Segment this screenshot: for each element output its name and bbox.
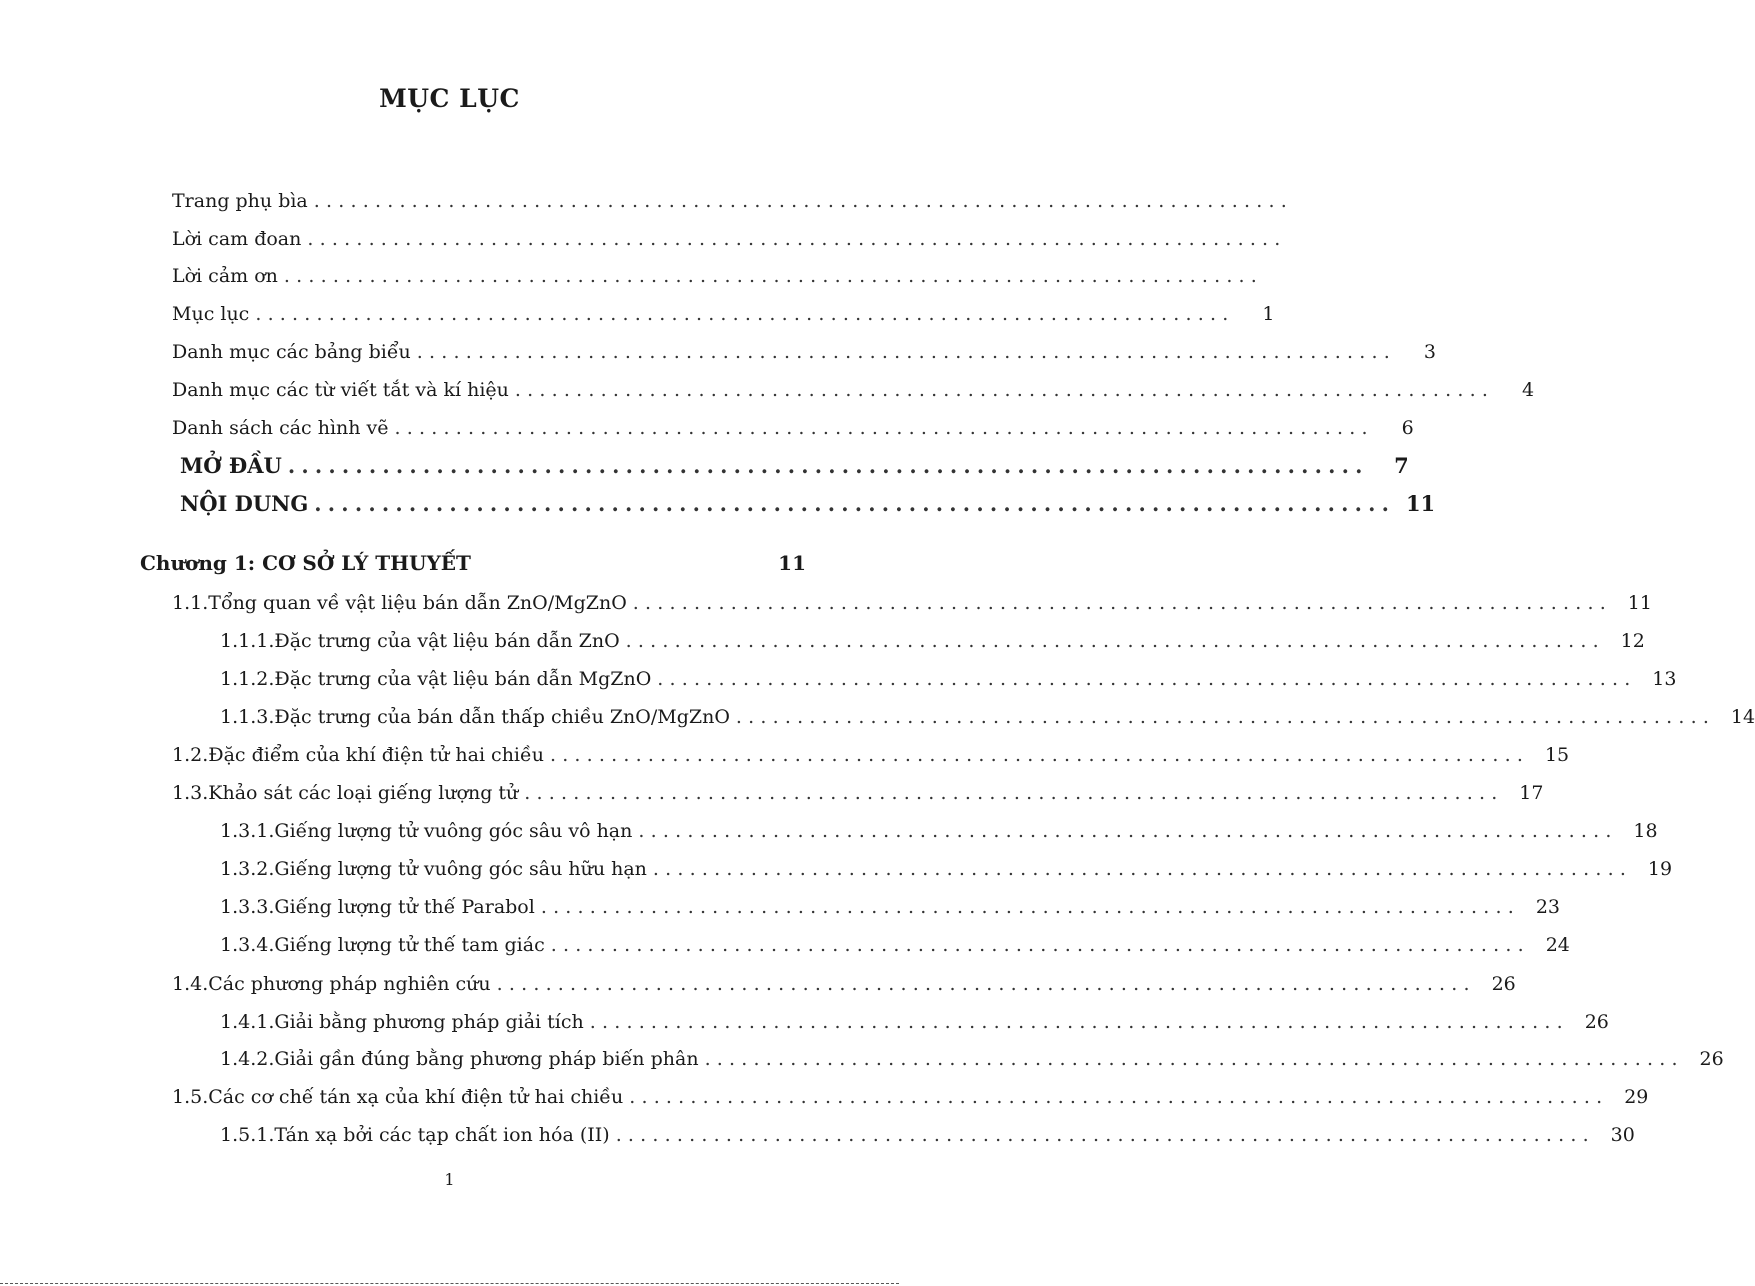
toc-entry-label: Lời cam đoan bbox=[172, 228, 302, 250]
toc-entry-label: Giải bằng phương pháp giải tích bbox=[274, 1011, 584, 1033]
toc-page-number: 11 bbox=[778, 551, 806, 575]
toc-row bbox=[172, 588, 1652, 618]
toc-entry-label: Chương 1: CƠ SỞ LÝ THUYẾT bbox=[140, 551, 471, 575]
toc-entry-label: Tán xạ bởi các tạp chất ion hóa (II) bbox=[274, 1124, 610, 1146]
toc-page-number: 11 bbox=[1405, 491, 1436, 516]
toc-page-number: 24 bbox=[1545, 934, 1570, 956]
toc-leader-dots: ................................................................................ bbox=[394, 417, 1374, 439]
toc-leader-dots: ................................................................................ bbox=[629, 1086, 1609, 1108]
toc-row bbox=[172, 413, 1414, 443]
toc-leader-dots: ................................................................................ bbox=[314, 491, 1396, 516]
toc-page-number: 29 bbox=[1624, 1086, 1649, 1108]
toc-section-number: 1.1.3. bbox=[220, 706, 275, 728]
toc-entry-label: Đặc trưng của vật liệu bán dẫn ZnO bbox=[274, 630, 620, 652]
toc-row bbox=[172, 261, 1264, 291]
toc-section-number: 1.3.2. bbox=[220, 858, 275, 880]
toc-leader-dots: ................................................................................ bbox=[550, 934, 1530, 956]
toc-leader-dots: ................................................................................ bbox=[283, 265, 1264, 287]
toc-row bbox=[220, 930, 1570, 960]
toc-leader-dots: ................................................................................ bbox=[735, 706, 1716, 728]
toc-section-number: 1.2. bbox=[172, 744, 209, 766]
toc-row bbox=[220, 702, 1755, 732]
toc-row bbox=[220, 626, 1645, 656]
toc-leader-dots: ................................................................................ bbox=[652, 858, 1633, 880]
toc-section-number: 1.3. bbox=[172, 782, 209, 804]
toc-page-number: 6 bbox=[1401, 417, 1414, 439]
toc-section-number: 1.1.1. bbox=[220, 630, 275, 652]
toc-section-number: 1.3.4. bbox=[220, 934, 275, 956]
toc-page-number: 26 bbox=[1584, 1011, 1609, 1033]
toc-row bbox=[172, 778, 1544, 808]
toc-entry-label: Đặc trưng của bán dẫn thấp chiều ZnO/MgZnO bbox=[274, 706, 730, 728]
toc-row bbox=[220, 664, 1677, 694]
toc-row bbox=[172, 299, 1275, 329]
toc-row bbox=[220, 816, 1658, 846]
toc-leader-dots: ................................................................................ bbox=[255, 303, 1235, 325]
toc-entry-label: NỘI DUNG bbox=[180, 491, 309, 516]
toc-entry-label: Giếng lượng tử thế tam giác bbox=[274, 934, 545, 956]
toc-entry-label: Giếng lượng tử vuông góc sâu vô hạn bbox=[274, 820, 633, 842]
toc-entry-label: Khảo sát các loại giếng lượng tử bbox=[208, 782, 519, 804]
toc-entry-label: Giếng lượng tử vuông góc sâu hữu hạn bbox=[274, 858, 647, 880]
toc-page-number: 30 bbox=[1610, 1124, 1635, 1146]
toc-entry-label: Danh mục các bảng biểu bbox=[172, 341, 411, 363]
toc-entry-label: Trang phụ bìa bbox=[172, 190, 308, 212]
toc-leader-dots: ................................................................................ bbox=[589, 1011, 1569, 1033]
toc-section-number: 1.4. bbox=[172, 973, 209, 995]
toc-entry-label: Mục lục bbox=[172, 303, 250, 325]
toc-page-number: 26 bbox=[1699, 1048, 1724, 1070]
toc-row bbox=[172, 375, 1535, 405]
toc-row bbox=[220, 1044, 1724, 1074]
toc-leader-dots: ................................................................................ bbox=[313, 190, 1293, 212]
toc-page-number: 18 bbox=[1633, 820, 1658, 842]
toc-section-number: 1.4.1. bbox=[220, 1011, 275, 1033]
toc-section-number: 1.5. bbox=[172, 1086, 209, 1108]
toc-entry-label: Giếng lượng tử thế Parabol bbox=[274, 896, 535, 918]
toc-section-number: 1.3.3. bbox=[220, 896, 275, 918]
toc-page-number: 1 bbox=[1262, 303, 1275, 325]
toc-page-number: 15 bbox=[1544, 744, 1570, 766]
toc-page-number: 17 bbox=[1519, 782, 1544, 804]
toc-entry-label: MỞ ĐẦU bbox=[180, 453, 282, 478]
toc-section-number: 1.1.2. bbox=[220, 668, 275, 690]
toc-page-number: 3 bbox=[1423, 341, 1436, 363]
toc-entry-label: Tổng quan về vật liệu bán dẫn ZnO/MgZnO bbox=[208, 592, 627, 614]
toc-page-number: 12 bbox=[1620, 630, 1645, 652]
toc-entry-label: Đặc trưng của vật liệu bán dẫn MgZnO bbox=[274, 668, 652, 690]
toc-entry-label: Danh sách các hình vẽ bbox=[172, 417, 389, 439]
toc-chapter-row bbox=[140, 548, 806, 578]
toc-row bbox=[220, 1120, 1635, 1150]
toc-page-number: 23 bbox=[1535, 896, 1560, 918]
toc-leader-dots: ................................................................................ bbox=[638, 820, 1618, 842]
toc-row bbox=[220, 1007, 1609, 1037]
toc-row bbox=[220, 892, 1560, 922]
toc-row bbox=[172, 740, 1570, 770]
page-number: 1 bbox=[444, 1170, 455, 1189]
toc-leader-dots: ................................................................................ bbox=[657, 668, 1637, 690]
toc-row bbox=[180, 489, 1436, 519]
toc-entry-label: Giải gần đúng bằng phương pháp biến phân bbox=[274, 1048, 699, 1070]
toc-entry-label: Các phương pháp nghiên cứu bbox=[208, 973, 491, 995]
toc-leader-dots: ................................................................................ bbox=[416, 341, 1396, 363]
toc-row bbox=[172, 969, 1516, 999]
toc-row bbox=[220, 854, 1673, 884]
toc-entry-label: Lời cảm ơn bbox=[172, 265, 278, 287]
toc-section-number: 1.1. bbox=[172, 592, 209, 614]
toc-leader-dots: ................................................................................ bbox=[632, 592, 1612, 614]
toc-entry-label: Các cơ chế tán xạ của khí điện tử hai chiều bbox=[208, 1086, 624, 1108]
toc-page-number: 19 bbox=[1647, 858, 1673, 880]
toc-page-number: 7 bbox=[1394, 453, 1409, 478]
toc-row bbox=[172, 337, 1436, 367]
toc-page-number: 11 bbox=[1627, 592, 1652, 614]
page-title: MỤC LỤC bbox=[379, 84, 520, 113]
toc-row bbox=[172, 224, 1287, 254]
toc-entry-label: Danh mục các từ viết tắt và kí hiệu bbox=[172, 379, 509, 401]
toc-section-number: 1.5.1. bbox=[220, 1124, 275, 1146]
toc-leader-dots: ................................................................................ bbox=[514, 379, 1495, 401]
toc-leader-dots: ................................................................................ bbox=[540, 896, 1520, 918]
toc-row bbox=[172, 1082, 1649, 1112]
toc-row bbox=[172, 186, 1293, 216]
toc-page-number: 13 bbox=[1652, 668, 1677, 690]
toc-page-number: 4 bbox=[1522, 379, 1535, 401]
toc-leader-dots: ................................................................................ bbox=[287, 453, 1369, 478]
toc-leader-dots: ................................................................................ bbox=[625, 630, 1605, 652]
toc-entry-label: Đặc điểm của khí điện tử hai chiều bbox=[208, 744, 544, 766]
toc-section-number: 1.3.1. bbox=[220, 820, 275, 842]
toc-leader-dots: ................................................................................ bbox=[524, 782, 1504, 804]
toc-leader-dots: ................................................................................ bbox=[496, 973, 1476, 995]
toc-leader-dots: ................................................................................ bbox=[615, 1124, 1595, 1146]
toc-leader-dots: ................................................................................ bbox=[307, 228, 1287, 250]
toc-leader-dots: ................................................................................ bbox=[704, 1048, 1684, 1070]
toc-page-number: 14 bbox=[1730, 706, 1755, 728]
toc-leader-dots: ................................................................................ bbox=[549, 744, 1530, 766]
bottom-divider bbox=[0, 1283, 899, 1285]
toc-page-number: 26 bbox=[1491, 973, 1516, 995]
toc-row bbox=[180, 451, 1409, 481]
toc-section-number: 1.4.2. bbox=[220, 1048, 275, 1070]
